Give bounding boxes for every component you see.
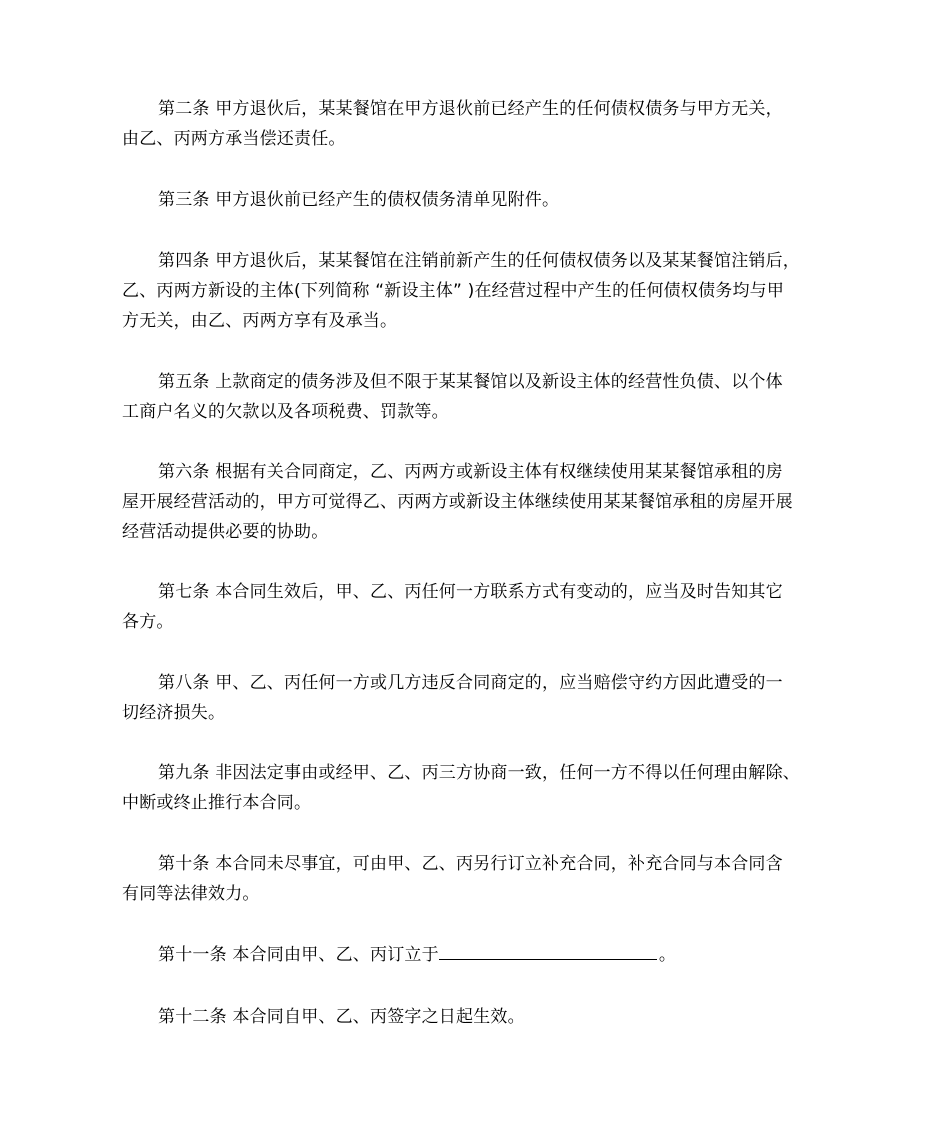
clause-6 bbox=[122, 457, 832, 547]
clause-line: 屋开展经营活动的，甲方可觉得乙、丙两方或新设主体继续使用某某餐馆承租的房屋开展 bbox=[122, 492, 793, 512]
clause-line: 方无关，由乙、丙两方享有及承当。 bbox=[122, 311, 398, 331]
clause-line: 工商户名义的欠款以及各项税费、罚款等。 bbox=[122, 402, 449, 422]
clause-line: 由乙、丙两方承当偿还责任。 bbox=[122, 129, 346, 149]
clause-line: 第十二条 本合同自甲、乙、丙签字之日起生效。 bbox=[158, 1007, 525, 1027]
clause-line: 乙、丙两方新设的主体(下列简称 “新设主体” )在经营过程中产生的任何债权债务均与甲 bbox=[122, 281, 785, 301]
clause-line: 第七条 本合同生效后，甲、乙、丙任何一方联系方式有变动的，应当及时告知其它 bbox=[158, 582, 783, 602]
clause-line: 第五条 上款商定的债务涉及但不限于某某餐馆以及新设主体的经营性负债、以个体 bbox=[158, 372, 783, 392]
clause-3 bbox=[122, 185, 832, 215]
clause-line: 切经济损失。 bbox=[122, 703, 226, 723]
clause-10 bbox=[122, 849, 832, 909]
clause-line: 有同等法律效力。 bbox=[122, 884, 260, 904]
clause-5 bbox=[122, 367, 832, 427]
clause-line: 第八条 甲、乙、丙任何一方或几方违反合同商定的，应当赔偿守约方因此遭受的一 bbox=[158, 673, 783, 693]
clause-11 bbox=[122, 940, 832, 970]
clause-12 bbox=[122, 1002, 832, 1032]
clause-line: 第九条 非因法定事由或经甲、乙、丙三方协商一致，任何一方不得以任何理由解除、 bbox=[158, 763, 801, 783]
clause-11-prefix: 第十一条 本合同由甲、乙、丙订立于 bbox=[158, 945, 439, 965]
clause-line: 经营活动提供必要的协助。 bbox=[122, 522, 329, 542]
clause-line: 第十条 本合同未尽事宜，可由甲、乙、丙另行订立补充合同，补充合同与本合同含 bbox=[158, 854, 783, 874]
clause-line: 第三条 甲方退伙前已经产生的债权债务清单见附件。 bbox=[158, 190, 560, 210]
clause-line: 第二条 甲方退伙后，某某餐馆在甲方退伙前已经产生的任何债权债务与甲方无关， bbox=[158, 99, 783, 119]
clause-9 bbox=[122, 758, 832, 818]
clause-2 bbox=[122, 94, 832, 154]
clause-7 bbox=[122, 577, 832, 637]
clause-4 bbox=[122, 246, 832, 336]
clause-line: 第六条 根据有关合同商定，乙、丙两方或新设主体有权继续使用某某餐馆承租的房 bbox=[158, 462, 783, 482]
signing-place-blank bbox=[439, 941, 657, 960]
clause-11-suffix: 。 bbox=[658, 945, 677, 965]
clause-line: 第四条 甲方退伙后，某某餐馆在注销前新产生的任何债权债务以及某某餐馆注销后， bbox=[158, 251, 801, 271]
clause-line: 各方。 bbox=[122, 612, 174, 632]
clause-8 bbox=[122, 668, 832, 728]
clause-line bbox=[122, 940, 832, 970]
clause-line: 中断或终止推行本合同。 bbox=[122, 793, 312, 813]
